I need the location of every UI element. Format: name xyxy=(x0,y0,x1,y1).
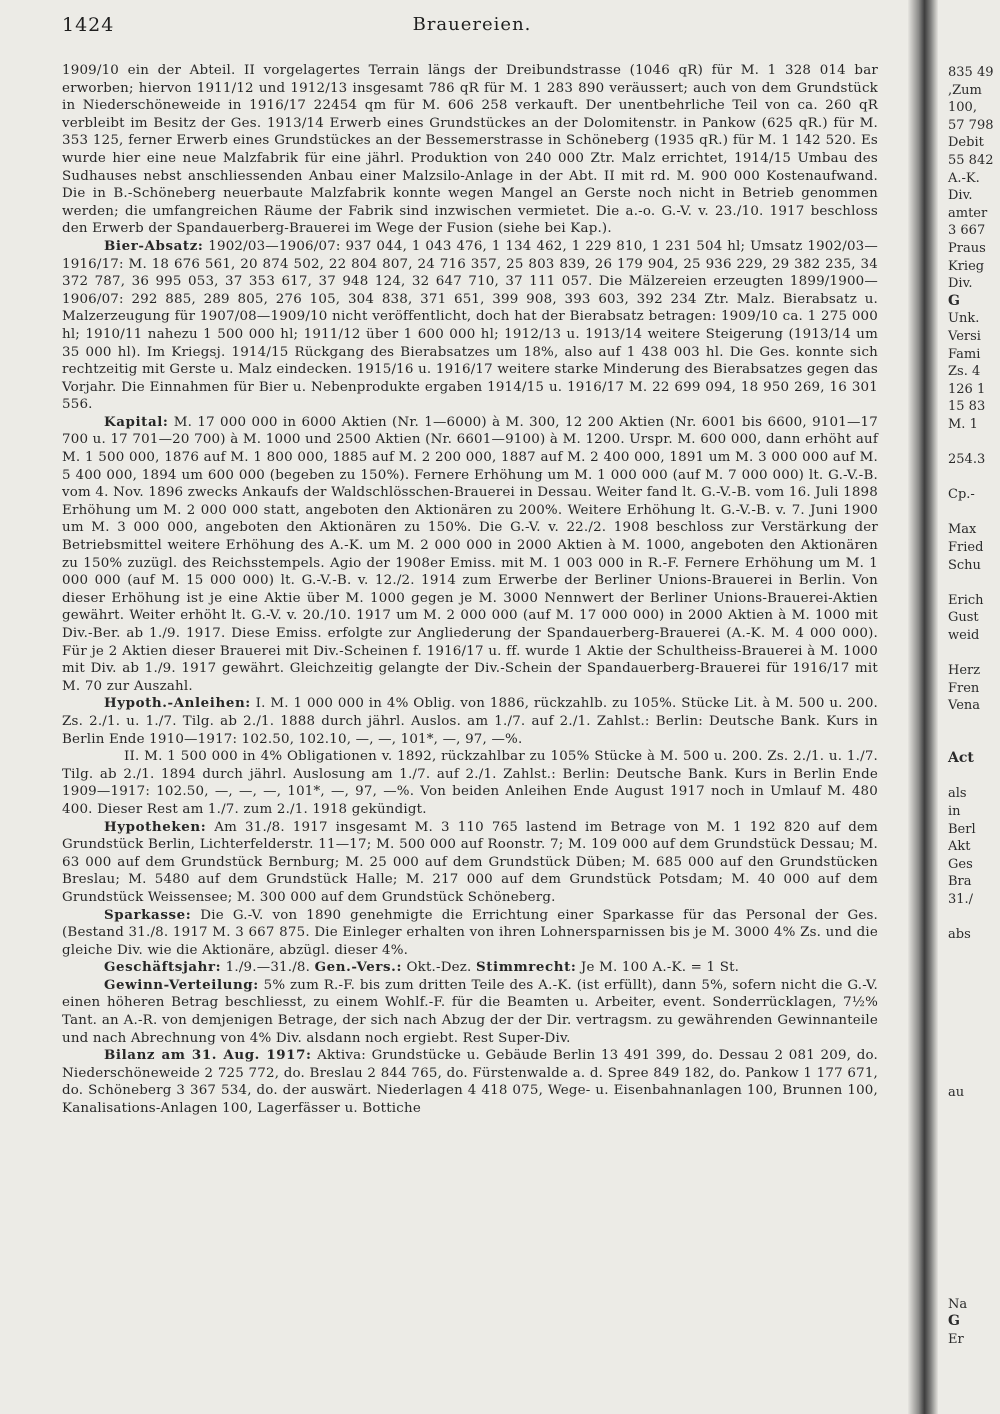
facing-page-line: Debit xyxy=(948,135,984,151)
facing-page-line xyxy=(948,504,1000,522)
section-keyword: Geschäftsjahr: xyxy=(104,959,222,976)
facing-page-line: au xyxy=(948,1085,965,1101)
page-header-title: Brauereien. xyxy=(412,14,532,35)
paragraph-anleihe-ii xyxy=(62,748,878,818)
facing-page-line: 835 49 xyxy=(948,65,994,80)
paragraph-text: 5% zum R.-F. bis zum dritten Teile des A.-K. (ist erfüllt), dann 5%, sofern nicht die G.-V. einen höheren Betrag beschliesst, zu einem Wohlf.-F. für die Beamten u. Arbeiter, event. Sonderrücklagen, 7½% Tant. an A.-R. von demjenigen Betrage, der sich nach Abzug der der Dir. vertragsm. zu gewährenden Gewinnanteile und nach Abrechnung von 4% Div. alsdann noch ergiebt. Rest Super-Div. xyxy=(62,977,878,1046)
facing-page-line xyxy=(948,944,1000,962)
paragraph-intro xyxy=(62,62,878,238)
paragraph-text: Aktiva: Grundstücke u. Gebäude Berlin 13 491 399, do. Dessau 2 081 209, do. Niederschöneweide 2 725 772, do. Breslau 2 844 765, do. Fürstenwalde a. d. Spree 849 182, do. Pankow 1 177 671, do. Schöneberg 3 367 534, do. der auswärt. Niederlagen 4 418 075, Wege- u. Eisenbahnanlagen 100, Brunnen 100, Kanalisations-Anlagen 100, Lagerfässer u. Bottiche xyxy=(62,1048,878,1117)
section-keyword: Hypoth.-Anleihen: xyxy=(104,695,251,712)
facing-page-line xyxy=(948,996,1000,1014)
facing-page-line: Berl xyxy=(948,821,976,837)
facing-page-line xyxy=(948,961,1000,979)
facing-page-line: Fren xyxy=(948,680,980,696)
facing-page-line: weid xyxy=(948,628,980,643)
facing-page-line: G xyxy=(948,1313,960,1330)
paragraph-text: 1909/10 ein der Abteil. II vorgelagertes Terrain längs der Dreibundstrasse (1046 qR) für M. 1 328 014 bar erworben; hiervon 1911/12 und 1912/13 insgesamt 786 qR für M. 1 283 890 veräussert; auch von dem Grundstück in Niederschöneweide in 1916/17 22454 qm für M. 606 258 verkauft. Der unentbehrliche Teil von ca. 260 qR verbleibt im Besitz der Ges. 1913/14 Erwerb eines Grundstückes an der Dolomitenstr. in Pankow (625 qR.) für M. 353 125, ferner Erwerb eines Grundstückes an der Bessemerstrasse in Schöneberg (1935 qR.) für M. 1 142 520. Es wurde hier eine neue Malzfabrik für eine jährl. Produktion von 240 000 Ztr. Malz errichtet, 1914/15 Umbau des Sudhauses nebst anschliessenden Anbau einer Malzsilo-Anlage in der Abt. II mit rd. M. 900 000 Kostenaufwand. Die in B.-Schöneberg neuerbaute Malzfabrik konnte wegen Mangel an Gerste noch nicht in Betrieb genommen werden; die umfangreichen Räume der Fabrik sind inzwischen vermietet. Die a.-o. G.-V. v. 23./10. 1917 beschloss den Erwerb der Spandauerberg-Brauerei im Wege der Fusion (siehe bei Kap.). xyxy=(62,63,878,237)
paragraph-text: 1./9.—31./8. xyxy=(225,960,311,976)
paragraph-text: Okt.-Dez. xyxy=(406,960,472,976)
facing-page-line: M. 1 xyxy=(948,416,978,432)
facing-page-line xyxy=(948,1102,1000,1120)
facing-page-line: 57 798 xyxy=(948,117,994,133)
paragraph-hypotheken xyxy=(62,819,878,907)
paragraph-kapital xyxy=(62,414,878,696)
facing-page-line: amter xyxy=(948,205,988,221)
page-number: 1424 xyxy=(62,14,115,36)
facing-page-line xyxy=(948,1014,1000,1032)
paragraph-text: M. 17 000 000 in 6000 Aktien (Nr. 1—6000) à M. 300, 12 200 Aktien (Nr. 6001 bis 6600, 9101—17 700 u. 17 701—20 700) à M. 1000 und 2500 Aktien (Nr. 6601—9100) à M. 1200. Urspr. M. 600 000, dann erhöht auf M. 1 500 000, 1876 auf M. 1 800 000, 1885 auf M. 2 200 000, 1887 auf M. 2 400 000, 1891 um M. 3 000 000 auf M. 5 400 000, 1894 um 600 000 (begeben zu 150%). Fernere Erhöhung um M. 1 000 000 (auf M. 7 000 000) lt. G.-V.-B. vom 4. Nov. 1896 zwecks Ankaufs der Waldschlösschen-Brauerei in Dessau. Weiter fand lt. G.-V.-B. vom 16. Juli 1898 Erhöhung um M. 2 000 000 statt, angeboten den Aktionären zu 200%. Weitere Erhöhung lt. G.-V.-B. v. 7. Juni 1900 um M. 3 000 000, angeboten den Aktionären zu 150%. Die G.-V. v. 22./2. 1908 beschloss zur Verstärkung der Betriebsmittel weitere Erhöhung des A.-K. um M. 2 000 000 in 2000 Aktien à M. 1000, angeboten den Aktionären zu 150% zuzügl. des Reichsstempels. Agio der 1908er Emiss. mit M. 1 003 000 in R.-F. Fernere Erhöhung um M. 1 000 000 (auf M. 15 000 000) lt. G.-V.-B. v. 12./2. 1914 zum Erwerbe der Berliner Unions-Brauerei in Berlin. Von dieser Erhöhung ist je eine Aktie über M. 1000 gegen je M. 3000 Nennwert der Berliner Unions-Brauerei-Aktien gewährt. Weiter erhöht lt. G.-V. v. 20./10. 1917 um M. 2 000 000 (auf M. 17 000 000) in 2000 Aktien à M. 1000 mit Div.-Ber. ab 1./9. 1917. Diese Emiss. erfolgte zur Angliederung der Spandauerberg-Brauerei (A.-K. M. 4 000 000). Für je 2 Aktien dieser Brauerei mit Div.-Scheinen f. 1916/17 u. ff. wurde 1 Aktie der Schultheiss-Brauerei à M. 1000 mit Div. ab 1./9. 1917 gewährt. Gleichzeitig gelangte der Div.-Schein der Spandauerberg-Brauerei für 1916/17 mit M. 70 zur Auszahl. xyxy=(62,414,878,694)
main-text-column xyxy=(62,62,878,1118)
facing-page-line: Er xyxy=(948,1331,964,1347)
facing-page-line: Versi xyxy=(948,328,981,344)
facing-page-line: Max xyxy=(948,522,977,538)
section-keyword: Kapital: xyxy=(104,413,169,430)
facing-page-line xyxy=(948,1120,1000,1138)
paragraph-text: 1902/03—1906/07: 937 044, 1 043 476, 1 134 462, 1 229 810, 1 231 504 hl; Umsatz 1902/03—1916/17: M. 18 676 561, 20 874 502, 22 804 807, 24 716 357, 25 803 839, 26 179 904, 25 936 229, 29 382 235, 34 372 787, 36 995 053, 37 353 617, 37 948 124, 32 647 710, 37 111 057. Die Mälzereien erzeugten 1899/1900—1906/07: 292 885, 289 805, 276 105, 304 838, 371 651, 399 908, 393 603, 392 234 Ztr. Malz. Bierabsatz u. Malzerzeugung für 1907/08—1909/10 nicht veröffentlicht, doch hat der Bierabsatz betragen: 1909/10 ca. 1 275 000 hl; 1910/11 nahezu 1 500 000 hl; 1911/12 über 1 600 000 hl; 1912/13 u. 1913/14 weitere Steigerung (1913/14 um 35 000 hl). Im Kriegsj. 1914/15 Rückgang des Bierabsatzes um 18%, also auf 1 438 003 hl. Die Ges. konnte sich rechtzeitig mit Gerste u. Malz eindecken. 1915/16 u. 1916/17 weitere starke Minderung des Bierabsatzes gegen das Vorjahr. Die Einnahmen für Bier u. Nebenprodukte ergaben 1914/15 u. 1916/17 M. 22 699 094, 18 950 269, 16 301 556. xyxy=(62,238,878,413)
section-keyword: Gen.-Vers.: xyxy=(314,959,402,976)
facing-page-line: 15 83 xyxy=(948,399,986,415)
facing-page-line: 55 842 xyxy=(948,152,994,168)
facing-page-line: abs xyxy=(948,927,971,943)
facing-page-line xyxy=(948,1032,1000,1050)
paragraph-bier-absatz xyxy=(62,238,878,414)
paragraph-geschaeftsjahr xyxy=(62,959,878,977)
running-head xyxy=(62,14,882,44)
facing-page-line xyxy=(948,1067,1000,1085)
facing-page-line: 100, xyxy=(948,100,977,116)
facing-page-line xyxy=(948,1225,1000,1243)
facing-page-line xyxy=(948,574,1000,592)
paragraph-text: Die G.-V. von 1890 genehmigte die Errichtung einer Sparkasse für das Personal der Ges. (Bestand 31./8. 1917 M. 3 667 875. Die Einleger erhalten von ihren Lohnersparnissen bis je M. 3000 4% Zs. und die gleiche Div. wie die Aktionäre, abzügl. dieser 4%. xyxy=(62,907,878,958)
facing-page-line xyxy=(948,1049,1000,1067)
facing-page-line xyxy=(948,1260,1000,1278)
section-keyword: Sparkasse: xyxy=(104,906,192,923)
facing-page-line: ,Zum xyxy=(948,82,982,98)
facing-page-line: Praus xyxy=(948,240,986,256)
facing-page-line: Schu xyxy=(948,557,981,573)
section-keyword: Bilanz am 31. Aug. 1917: xyxy=(104,1047,312,1064)
facing-page-line: Div. xyxy=(948,188,973,204)
facing-page-line: 126 1 xyxy=(948,381,986,397)
facing-page-line: Ges xyxy=(948,856,973,872)
section-keyword: Hypotheken: xyxy=(104,818,207,835)
paragraph-text: Je M. 100 A.-K. = 1 St. xyxy=(580,960,740,976)
facing-page-line xyxy=(948,979,1000,997)
book-gutter xyxy=(908,0,938,1414)
facing-page-line: Zs. 4 xyxy=(948,364,981,380)
facing-page-line: Gust xyxy=(948,610,979,626)
facing-page-line xyxy=(948,1155,1000,1173)
facing-page-line xyxy=(948,909,1000,927)
facing-page-line xyxy=(948,1208,1000,1226)
facing-page-line xyxy=(948,1243,1000,1261)
paragraph-hypoth-anleihen xyxy=(62,695,878,748)
paragraph-gewinn-verteilung xyxy=(62,977,878,1047)
facing-page-line: Bra xyxy=(948,874,972,890)
facing-page-line: 31./ xyxy=(948,891,974,907)
facing-page-line xyxy=(948,469,1000,487)
facing-page-line xyxy=(948,645,1000,663)
paragraph-sparkasse xyxy=(62,907,878,960)
paragraph-bilanz xyxy=(62,1047,878,1117)
paragraph-text: II. M. 1 500 000 in 4% Obligationen v. 1892, rückzahlbar zu 105% Stücke à M. 500 u. 200. Zs. 2./1. u. 1./7. Tilg. ab 2./1. 1894 durch jährl. Auslosung am 1./7. auf 2./1. Zahlst.: Berlin: Deutsche Bank. Kurs in Berlin Ende 1909—1917: 102.50, —, —, —, 101*, —, 97, —%. Von beiden Anleihen Ende August 1917 noch in Umlauf M. 480 400. Dieser Rest am 1./7. zum 2./1. 1918 gekündigt. xyxy=(62,749,878,817)
facing-page-line: Erich xyxy=(948,592,984,608)
facing-page-line: Act xyxy=(948,750,974,767)
facing-page-line: Unk. xyxy=(948,311,980,327)
facing-page-line xyxy=(948,1172,1000,1190)
facing-page-line: Fami xyxy=(948,346,981,362)
paragraph-text: Am 31./8. 1917 insgesamt M. 3 110 765 lastend im Betrage von M. 1 192 820 auf dem Grundstück Berlin, Lichterfelderstr. 11—17; M. 500 000 auf Roonstr. 7; M. 109 000 auf dem Grundstück Dessau; M. 63 000 auf dem Grundstück Bernburg; M. 25 000 auf dem Grundstück Düben; M. 685 000 auf den Grundstücken Breslau; M. 5480 auf dem Grundstück Halle; M. 217 000 auf dem Grundstück Potsdam; M. 40 000 auf dem Grundstück Weissensee; M. 300 000 auf dem Grundstück Schöneberg. xyxy=(62,819,878,905)
section-keyword: Bier-Absatz: xyxy=(104,237,204,254)
facing-page-line xyxy=(948,1190,1000,1208)
facing-page-line: G xyxy=(948,292,960,309)
facing-page-line: 3 667 xyxy=(948,223,986,239)
facing-page-line: Akt xyxy=(948,839,971,855)
facing-page-line xyxy=(948,768,1000,786)
section-keyword: Gewinn-Verteilung: xyxy=(104,976,259,993)
facing-page-line: Fried xyxy=(948,540,984,556)
section-keyword: Stimmrecht: xyxy=(475,959,577,976)
facing-page-line xyxy=(948,1278,1000,1296)
facing-page-line: in xyxy=(948,803,961,819)
facing-page-line: als xyxy=(948,786,967,802)
facing-page-line: Krieg xyxy=(948,258,985,274)
facing-page-line xyxy=(948,715,1000,733)
facing-page-fragment xyxy=(948,64,1000,1348)
facing-page-line: Na xyxy=(948,1296,968,1312)
facing-page-line: Herz xyxy=(948,663,981,679)
facing-page-line xyxy=(948,733,1000,751)
facing-page-line: Cp.- xyxy=(948,487,975,503)
facing-page-line: A.-K. xyxy=(948,170,980,186)
facing-page-line: Div. xyxy=(948,276,973,292)
facing-page-line xyxy=(948,1137,1000,1155)
facing-page-line xyxy=(948,433,1000,451)
facing-page-line: Vena xyxy=(948,698,981,714)
facing-page-line: 254.3 xyxy=(948,452,986,468)
paragraph-text: I. M. 1 000 000 in 4% Oblig. von 1886, rückzahlb. zu 105%. Stücke Lit. à M. 500 u. 200. Zs. 2./1. u. 1./7. Tilg. ab 2./1. 1888 durch jährl. Auslos. am 1./7. auf 2./1. Zahlst.: Berlin: Deutsche Bank. Kurs in Berlin Ende 1910—1917: 102.50, 102.10, —, —, 101*, —, 97, —%. xyxy=(62,696,878,747)
